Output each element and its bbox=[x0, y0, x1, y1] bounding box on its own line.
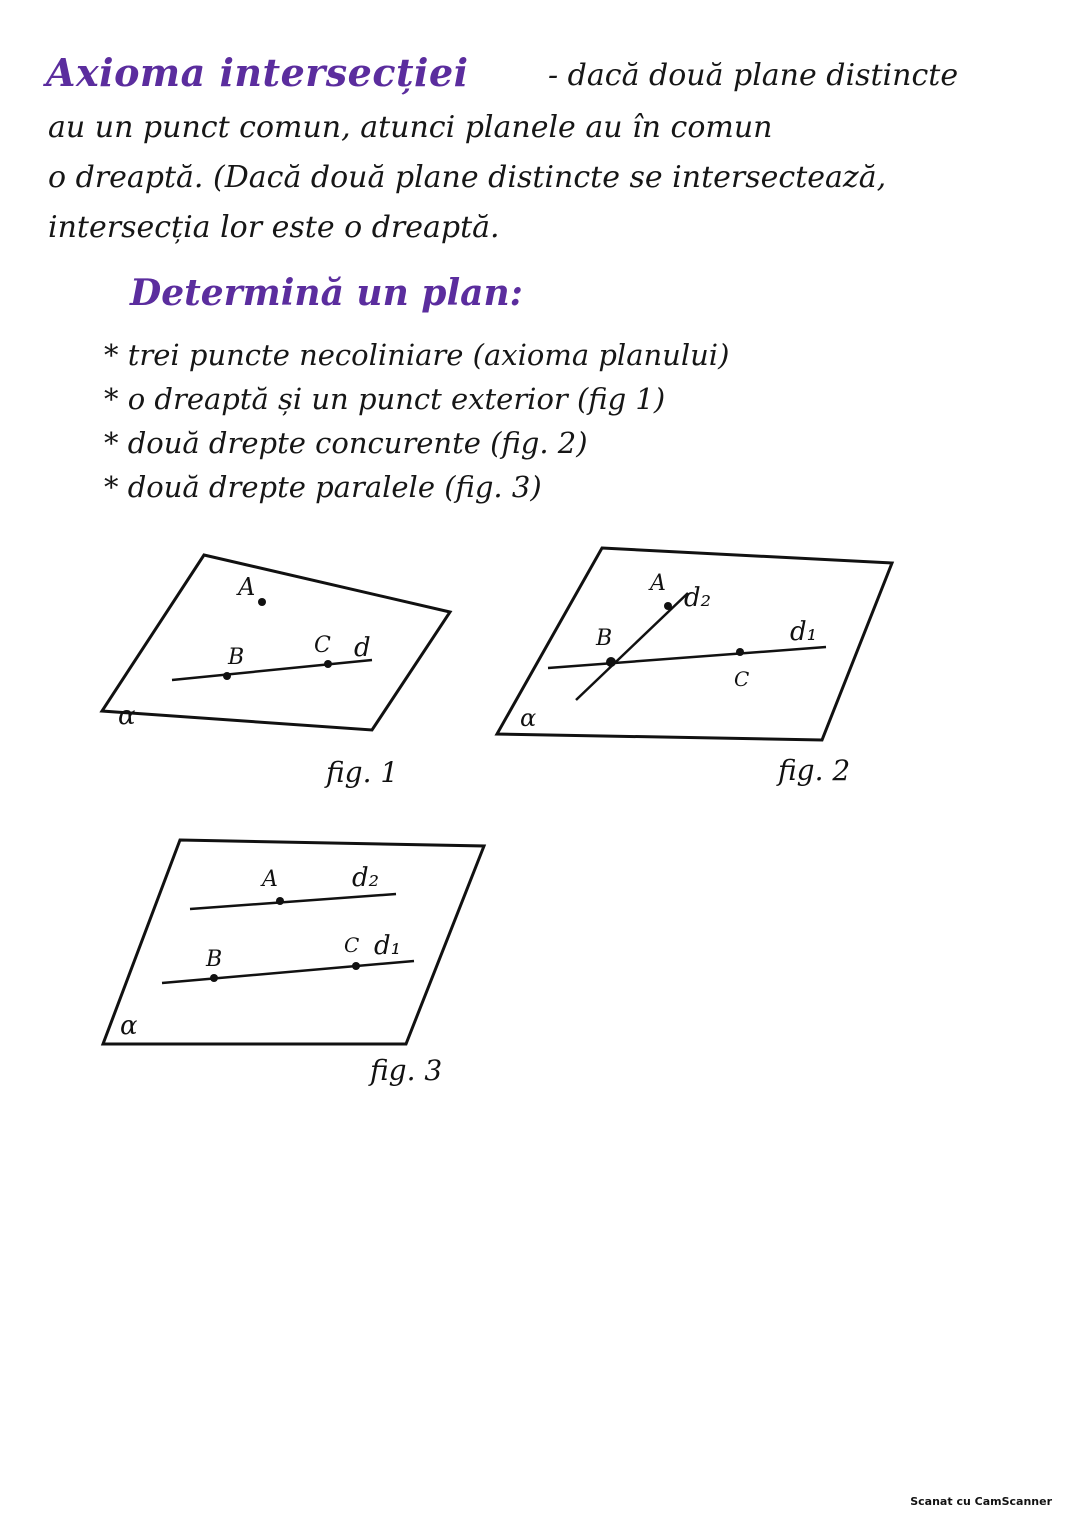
fig3-label-C: C bbox=[344, 933, 360, 957]
intro-line-4: intersecția lor este o dreaptă. bbox=[48, 210, 500, 245]
fig1-label-d: d bbox=[354, 633, 371, 663]
fig1-plane-label: α bbox=[118, 701, 136, 731]
fig2-label-B: B bbox=[596, 626, 613, 651]
fig1-point-C bbox=[324, 660, 332, 668]
fig2-label-C: C bbox=[734, 667, 750, 691]
fig3-label-d1: d₁ bbox=[374, 931, 402, 961]
scanner-watermark: Scanat cu CamScanner bbox=[910, 1495, 1052, 1508]
fig2-label-A: A bbox=[650, 571, 666, 596]
intro-first-line: - dacă două plane distincte bbox=[548, 58, 959, 93]
fig2-line-d1 bbox=[548, 647, 826, 668]
fig2-plane-label: α bbox=[520, 704, 537, 732]
figure-3 bbox=[103, 840, 484, 1087]
fig3-line-d1 bbox=[162, 961, 414, 983]
fig3-label-B: B bbox=[206, 947, 223, 972]
fig2-point-C bbox=[736, 648, 744, 656]
fig1-label-C: C bbox=[314, 633, 331, 658]
fig1-line-d bbox=[172, 660, 372, 680]
bullet-line-and-point: * o dreaptă și un punct exterior (fig 1) bbox=[104, 382, 666, 416]
intro-line-2: au un punct comun, atunci planele au în comun bbox=[48, 110, 773, 145]
fig1-label-A: A bbox=[238, 573, 256, 601]
fig3-label-d2: d₂ bbox=[352, 863, 380, 893]
fig2-caption: fig. 2 bbox=[778, 754, 851, 787]
fig3-point-A bbox=[276, 897, 284, 905]
fig1-label-B: B bbox=[228, 645, 245, 670]
fig3-plane bbox=[103, 840, 484, 1044]
intersection-axiom-title: Axioma intersecției bbox=[46, 50, 469, 95]
intro-line-3: o dreaptă. (Dacă două plane distincte se intersectează, bbox=[48, 160, 887, 195]
fig1-caption: fig. 1 bbox=[326, 756, 399, 789]
fig1-point-B bbox=[223, 672, 231, 680]
fig2-point-A bbox=[664, 602, 672, 610]
fig3-line-d2 bbox=[190, 894, 396, 909]
determination-heading: Determină un plan: bbox=[130, 272, 523, 314]
fig3-caption: fig. 3 bbox=[370, 1054, 443, 1087]
fig3-point-C bbox=[352, 962, 360, 970]
fig3-point-B bbox=[210, 974, 218, 982]
figure-2 bbox=[497, 548, 892, 787]
fig2-label-d1: d₁ bbox=[790, 617, 818, 647]
fig2-plane bbox=[497, 548, 892, 740]
fig3-label-A: A bbox=[262, 867, 278, 892]
fig2-label-d2: d₂ bbox=[684, 583, 712, 613]
fig1-plane bbox=[102, 555, 450, 730]
bullet-parallel-lines: * două drepte paralele (fig. 3) bbox=[104, 470, 542, 504]
fig2-point-B bbox=[606, 657, 616, 667]
bullet-concurrent-lines: * două drepte concurente (fig. 2) bbox=[104, 426, 588, 460]
fig3-plane-label: α bbox=[120, 1011, 138, 1041]
fig1-point-A bbox=[258, 598, 266, 606]
bullet-three-points: * trei puncte necoliniare (axioma planului) bbox=[104, 338, 730, 372]
figure-1 bbox=[102, 555, 450, 789]
fig2-line-d2 bbox=[576, 593, 688, 700]
